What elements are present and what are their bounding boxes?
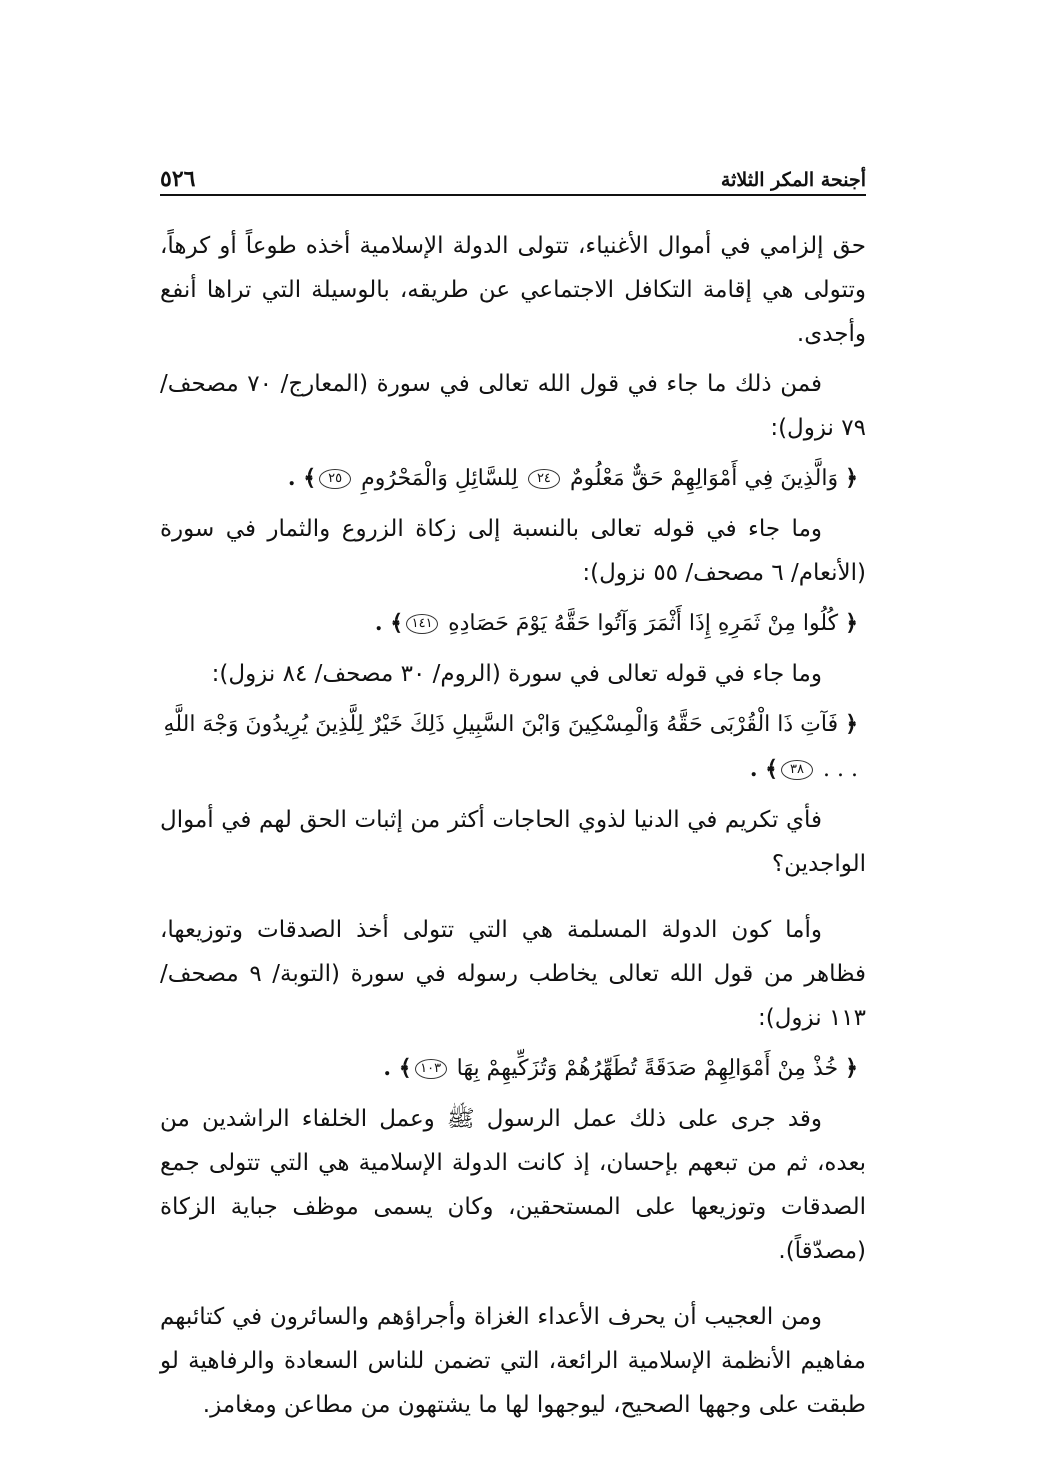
verse-text: لِلسَّائِلِ وَالْمَحْرُومِ xyxy=(361,466,518,491)
ayah-number: ٢٤ xyxy=(528,469,560,489)
verse-text: كُلُوا مِنْ ثَمَرِهِ إِذَا أَثْمَرَ وَآتُوا حَقَّهُ يَوْمَ حَصَادِهِ xyxy=(448,611,839,636)
ayah-number: ٢٥ xyxy=(319,469,351,489)
verse-open-bracket: ﴿ xyxy=(845,610,858,636)
verse-text: وَالَّذِينَ فِي أَمْوَالِهِمْ حَقٌّ مَعْلُومٌ xyxy=(569,466,839,491)
page-number: ٥٢٦ xyxy=(160,166,196,192)
body-text xyxy=(160,224,866,1427)
paragraph-2: فمن ذلك ما جاء في قول الله تعالى في سورة (المعارج/ ٧٠ مصحف/ ٧٩ نزول): xyxy=(160,371,866,441)
ayah-number: ٣٨ xyxy=(781,760,813,780)
ayah-number: ١٤١ xyxy=(406,614,438,634)
verse-text: فَآتِ ذَا الْقُرْبَى حَقَّهُ وَالْمِسْكِينَ وَابْنَ السَّبِيلِ ذَلِكَ خَيْرٌ لِلَّذِينَ يُرِيدُونَ وَجْهَ اللَّهِ . . . xyxy=(163,712,858,782)
paragraph-7: وقد جرى على ذلك عمل الرسول ﷺ وعمل الخلفاء الراشدين من بعده، ثم من تبعهم بإحسان، إذ كانت الدولة الإسلامية هي التي تتولى جمع الصدقات وتوزيعها على المستحقين، وكان يسمى موظف جباية الزكاة (مصدّقاً). xyxy=(160,1106,866,1264)
verse-close-bracket: ﴾ . xyxy=(749,756,779,782)
verse-open-bracket: ﴿ xyxy=(845,1055,858,1081)
verse-close-bracket: ﴾ . xyxy=(383,1055,412,1081)
verse-close-bracket: ﴾ . xyxy=(287,465,317,491)
paragraph-4: وما جاء في قوله تعالى في سورة (الروم/ ٣٠ مصحف/ ٨٤ نزول): xyxy=(211,661,822,687)
running-header xyxy=(160,152,866,196)
paragraph-8: ومن العجيب أن يحرف الأعداء الغزاة وأجراؤهم والسائرون في كتائبهم مفاهيم الأنظمة الإسلامية الرائعة، التي تضمن للناس السعادة والرفاهية لو طبقت على وجهها الصحيح، ليوجهوا لها ما يشتهون من مطاعن ومغامز. xyxy=(160,1304,866,1418)
paragraph-3: وما جاء في قوله تعالى بالنسبة إلى زكاة الزروع والثمار في سورة (الأنعام/ ٦ مصحف/ ٥٥ نزول): xyxy=(160,516,866,586)
verse-open-bracket: ﴿ xyxy=(845,711,858,737)
header-title: أجنحة المكر الثلاثة xyxy=(720,169,866,191)
quran-verse-3 xyxy=(160,702,866,792)
ayah-number: ١٠٣ xyxy=(415,1059,447,1079)
verse-text: خُذْ مِنْ أَمْوَالِهِمْ صَدَقَةً تُطَهِّرُهُمْ وَتُزَكِّيهِمْ بِهَا xyxy=(456,1056,839,1081)
quran-verse-1 xyxy=(160,456,866,501)
verse-open-bracket: ﴿ xyxy=(845,465,858,491)
paragraph-6: وأما كون الدولة المسلمة هي التي تتولى أخذ الصدقات وتوزيعها، فظاهر من قول الله تعالى يخاطب رسوله في سورة (التوبة/ ٩ مصحف/ ١١٣ نزول): xyxy=(160,917,867,1031)
paragraph-1: حق إلزامي في أموال الأغنياء، تتولى الدولة الإسلامية أخذه طوعاً أو كرهاً، وتتولى هي إقامة التكافل الاجتماعي عن طريقه، بالوسيلة التي تراها أنفع وأجدى. xyxy=(160,233,866,347)
quran-verse-2 xyxy=(160,601,866,646)
quran-verse-4 xyxy=(160,1046,866,1091)
paragraph-5: فأي تكريم في الدنيا لذوي الحاجات أكثر من إثبات الحق لهم في أموال الواجدين؟ xyxy=(160,807,866,877)
verse-close-bracket: ﴾ . xyxy=(374,610,404,636)
